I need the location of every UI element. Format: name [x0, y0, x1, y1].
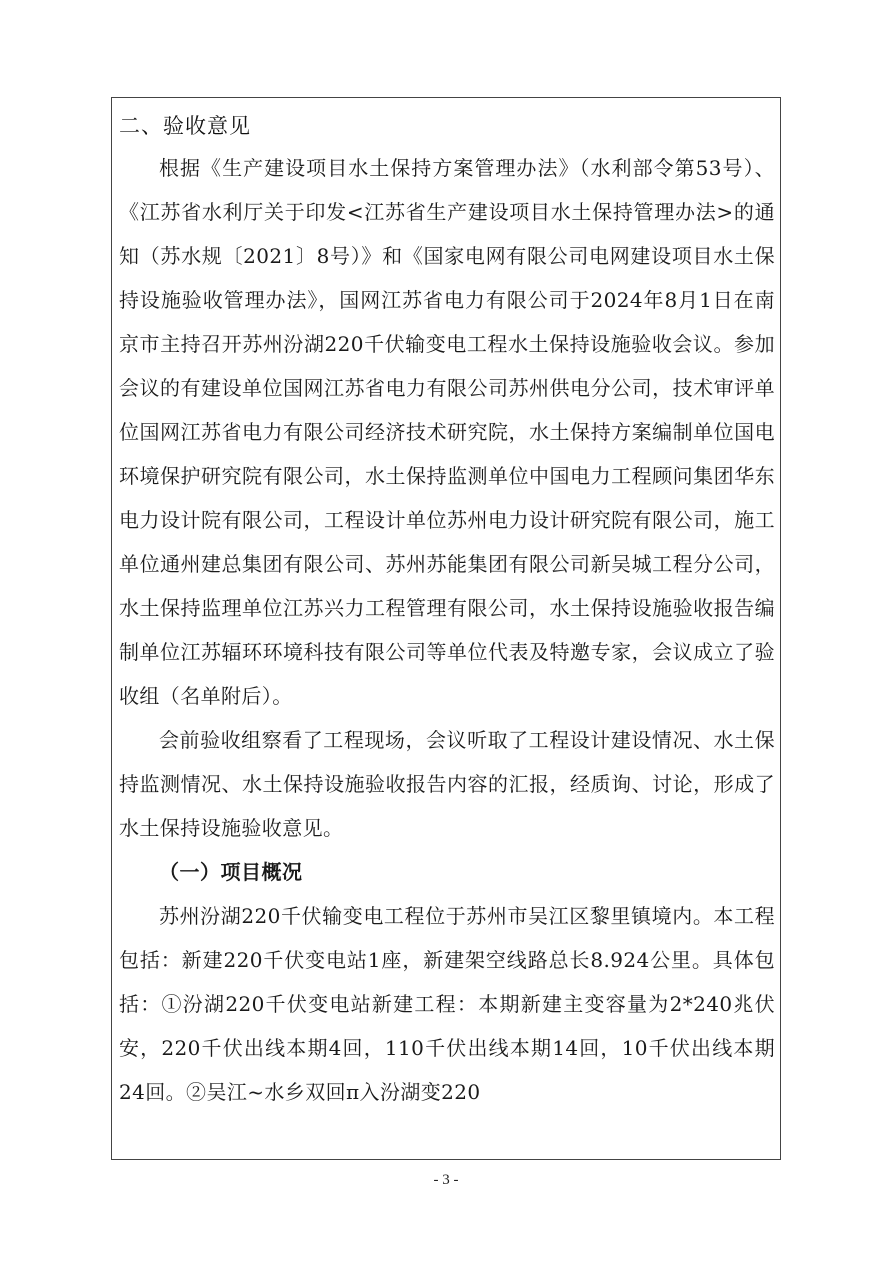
paragraph-project-overview: 苏州汾湖220千伏输变电工程位于苏州市吴江区黎里镇境内。本工程包括：新建220千伏变电站1座，新建架空线路总长8.924公里。具体包括：①汾湖220千伏变电站新建工程：本期新建主变容量为2*240兆伏安，220千伏出线本期4回，110千伏出线本期14回，10千伏出线本期24回。②吴江~水乡双回π入汾湖变220 — [119, 904, 775, 1104]
section-heading: 二、验收意见 — [119, 114, 251, 138]
paragraph-legal-basis: 根据《生产建设项目水土保持方案管理办法》（水利部令第53号）、《江苏省水利厅关于印发<江苏省生产建设项目水土保持管理办法>的通知（苏水规〔2021〕8号）》和《国家电网有限公司电网建设项目水土保持设施验收管理办法》，国网江苏省电力有限公司于2024年8月1日在南京市主持召开苏州汾湖220千伏输变电工程水土保持设施验收会议。参加会议的有建设单位国网江苏省电力有限公司苏州供电分公司，技术审评单位国网江苏省电力有限公司经济技术研究院，水土保持方案编制单位国电环境保护研究院有限公司，水土保持监测单位中国电力工程顾问集团华东电力设计院有限公司，工程设计单位苏州电力设计研究院有限公司，施工单位通州建总集团有限公司、苏州苏能集团有限公司新吴城工程分公司，水土保持监理单位江苏兴力工程管理有限公司，水土保持设施验收报告编制单位江苏辐环环境科技有限公司等单位代表及特邀专家，会议成立了验收组（名单附后）。 — [119, 156, 775, 708]
page-number: - 3 - — [433, 1172, 459, 1188]
subsection-heading: （一）项目概况 — [159, 860, 303, 884]
document-body — [119, 108, 775, 1114]
paragraph-meeting-process: 会前验收组察看了工程现场，会议听取了工程设计建设情况、水土保持监测情况、水土保持设施验收报告内容的汇报，经质询、讨论，形成了水土保持设施验收意见。 — [119, 728, 775, 840]
